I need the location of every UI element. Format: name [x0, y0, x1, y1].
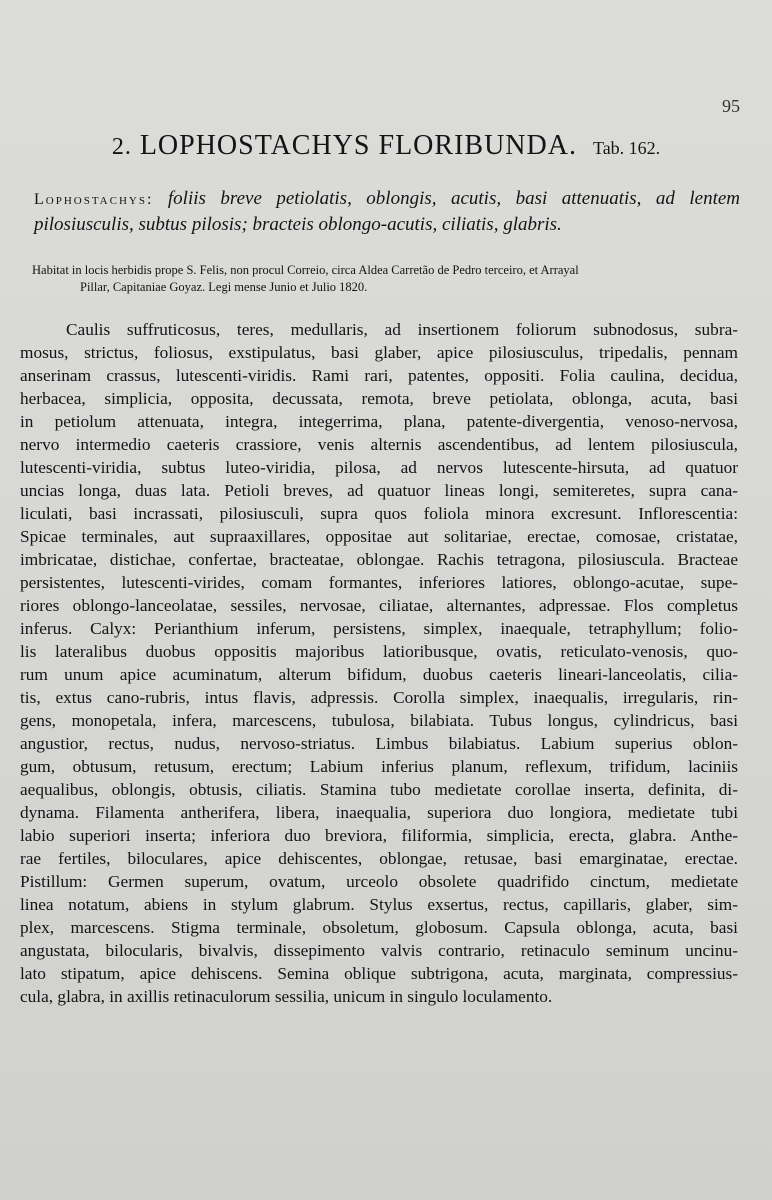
- plate-reference: Tab. 162.: [592, 138, 661, 158]
- diagnosis-genus: Lophostachys:: [34, 191, 154, 208]
- description-line: plex, marcescens. Stigma terminale, obsoletum, globosum. Capsula oblonga, acuta, basi: [20, 918, 738, 937]
- habitat-paragraph: [32, 262, 738, 296]
- description-line: gum, obtusum, retusum, erectum; Labium inferius planum, reflexum, trifidum, laciniis: [20, 757, 738, 776]
- description-line: Spicae terminales, aut supraaxillares, oppositae aut solitariae, erectae, comosae, cristatae,: [20, 527, 738, 546]
- species-name: LOPHOSTACHYS FLORIBUNDA.: [139, 130, 577, 161]
- description-line: lutescenti-viridia, subtus luteo-viridia, pilosa, ad nervos lutescente-hirsuta, ad quatuor: [20, 458, 738, 477]
- page-number: 95: [722, 96, 740, 116]
- description-line: uncias longa, duas lata. Petioli breves, ad quatuor lineas longi, semiteretes, supra cana-: [20, 481, 738, 500]
- description-line: angustior, rectus, nudus, nervoso-striatus. Limbus bilabiatus. Labium superius oblon-: [20, 734, 738, 753]
- description-line: lato stipatum, apice dehiscens. Semina oblique subtrigona, acuta, marginata, compressius-: [20, 964, 738, 983]
- description-line: mosus, strictus, foliosus, exstipulatus, basi glaber, apice pilosiusculus, tripedalis, pennam: [20, 343, 738, 362]
- description-line: Caulis suffruticosus, teres, medullaris, ad insertionem foliorum subnodosus, subra-: [66, 320, 738, 339]
- species-diagnosis: [34, 186, 740, 237]
- description-line: anserinam crassus, lutescenti-viridis. Rami rari, patentes, oppositi. Folia caulina, decidua,: [20, 366, 738, 385]
- description-line: rum unum apice acuminatum, alterum bifidum, duobus caeteris lineari-lanceolatis, cilia-: [20, 665, 738, 684]
- description-line: lis lateralibus duobus oppositis majoribus latioribusque, ovatis, reticulato-venosis, quo-: [20, 642, 738, 661]
- description-line: dynama. Filamenta antherifera, libera, inaequalia, superiora duo longiora, medietate tubi: [20, 803, 738, 822]
- description-line: cula, glabra, in axillis retinaculorum sessilia, unicum in singulo loculamento.: [20, 987, 553, 1006]
- description-line: inferus. Calyx: Perianthium inferum, persistens, simplex, inaequale, tetraphyllum; folio-: [20, 619, 738, 638]
- species-title: [0, 130, 772, 162]
- description-line: linea notatum, abiens in stylum glabrum. Stylus exsertus, rectus, capillaris, glaber, sim-: [20, 895, 738, 914]
- description-line: Pistillum: Germen superum, ovatum, urceolo obsolete quadrifido cinctum, medietate: [20, 872, 738, 891]
- description-line: liculati, basi incrassati, pilosiusculi, supra quos foliola minora excresunt. Inflorescentia:: [20, 504, 738, 523]
- diagnosis-text: foliis breve petiolatis, oblongis, acutis, basi attenuatis, ad lentem pilosiusculis, subtus pilosis; bracteis oblongo-acutis, ciliatis, glabris.: [34, 188, 740, 235]
- description-line: nervo intermedio caeteris crassiore, venis alternis ascendentibus, ad lentem pilosiuscula,: [20, 435, 738, 454]
- habitat-line-2: Pillar, Capitaniae Goyaz. Legi mense Junio et Julio 1820.: [80, 280, 368, 294]
- description-line: gens, monopetala, infera, marcescens, tubulosa, bilabiata. Tubus longus, cylindricus, basi: [20, 711, 738, 730]
- description-line: imbricatae, distichae, confertae, bracteatae, oblongae. Rachis tetragona, pilosiuscula. Bracteae: [20, 550, 738, 569]
- habitat-line-1: Habitat in locis herbidis prope S. Felis, non procul Correio, circa Aldea Carretão de Pedro terceiro, et Arrayal: [32, 263, 579, 277]
- description-body: [20, 318, 738, 1008]
- description-line: tis, extus cano-rubris, intus flavis, adpressis. Corolla simplex, inaequalis, irregularis, rin-: [20, 688, 738, 707]
- description-line: in petiolum attenuata, integra, integerrima, plana, patente-divergentia, venoso-nervosa,: [20, 412, 738, 431]
- description-line: riores oblongo-lanceolatae, sessiles, nervosae, ciliatae, alternantes, adpressae. Flos completus: [20, 596, 738, 615]
- description-line: rae fertiles, biloculares, apice dehiscentes, oblongae, retusae, basi emarginatae, erectae.: [20, 849, 738, 868]
- description-line: aequalibus, oblongis, obtusis, ciliatis. Stamina tubo medietate corollae inserta, definita, di-: [20, 780, 738, 799]
- description-line: labio superiori inserta; inferiora duo breviora, filiformia, simplicia, erecta, glabra. Anthe-: [20, 826, 738, 845]
- species-number: 2.: [111, 134, 132, 160]
- description-line: persistentes, lutescenti-virides, comam formantes, inferiores latiores, oblongo-acutae, supe-: [20, 573, 738, 592]
- description-line: herbacea, simplicia, opposita, decussata, remota, breve petiolata, oblonga, acuta, basi: [20, 389, 738, 408]
- description-line: angustata, bilocularis, bivalvis, dissepimento valvis contrario, retinaculo seminum uncinu-: [20, 941, 738, 960]
